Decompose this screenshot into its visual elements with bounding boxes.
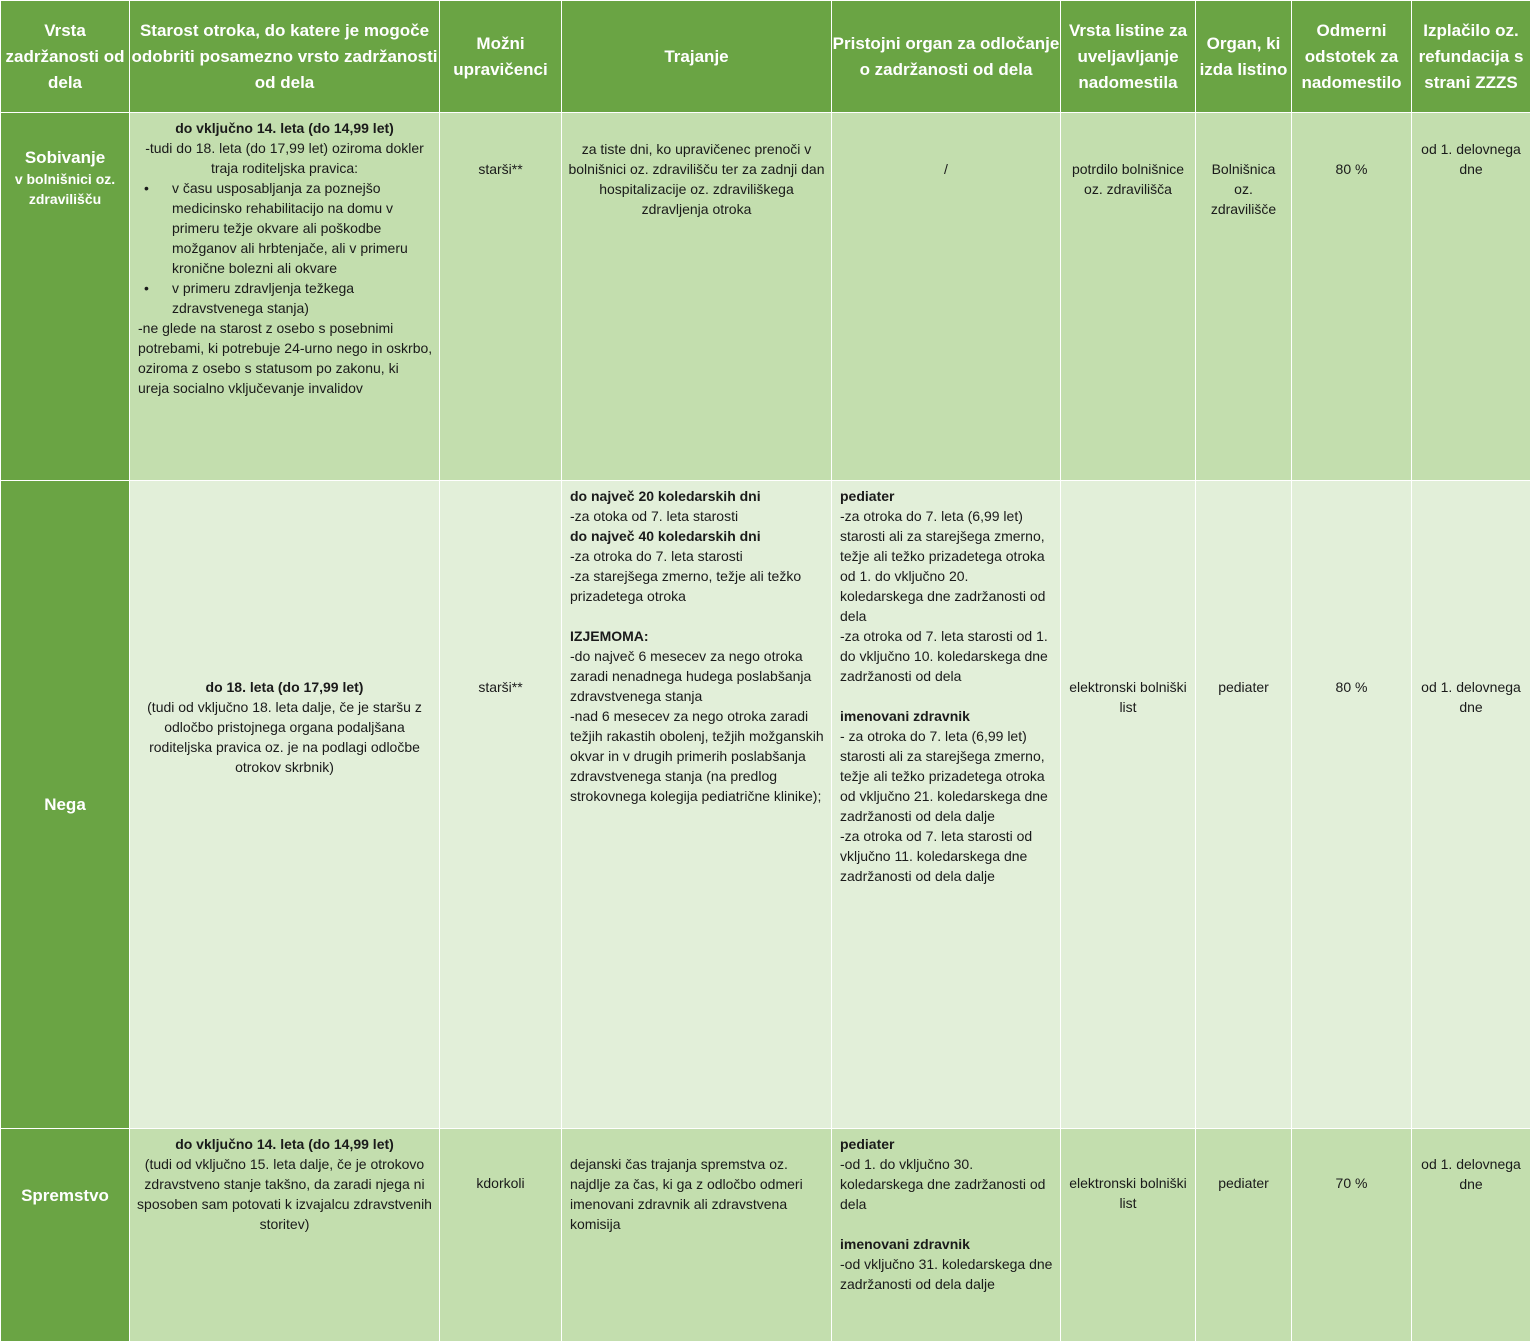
beneficiaries-cell-spremstvo: kdorkoli	[440, 1129, 562, 1342]
list-item: • v času usposabljanja za poznejšo medicinsko rehabilitacijo na domu v primeru težje okvare ali poškodbe možganov ali hrbtenjače, ali v primeru kronične bolezni ali okvare	[172, 178, 433, 278]
header-row	[1, 1, 1530, 113]
header-issuer: Organ, ki izda listino	[1196, 1, 1292, 113]
issuer-cell-sobivanje: Bolnišnica oz. zdravilišče	[1196, 113, 1292, 481]
authority-cell-sobivanje: /	[832, 113, 1061, 481]
age-cell-nega: do 18. leta (do 17,99 let) (tudi od vključno 18. leta dalje, če je staršu z odločbo pristojnega organa podaljšana roditeljska pravica oz. je na podlagi odločbe otrokov skrbnik)	[130, 481, 440, 1129]
header-beneficiaries: Možni upravičenci	[440, 1, 562, 113]
age-cell-sobivanje: do vključno 14. leta (do 14,99 let) -tudi do 18. leta (do 17,99 let) oziroma dokler traja roditeljska pravica: • v času usposabljanja za poznejšo medicinsko rehabilitacijo na domu v primeru težje okvare ali poškodbe možganov ali hrbtenjače, ali v primeru kronične bolezni ali okvare • v primeru zdravljenja težkega zdravstvenega stanja) -ne glede na starost z osebo s posebnimi potrebami, ki potrebuje 24-urno nego in oskrbo, oziroma z osebo s statusom po zakonu, ki ureja socialno vključevanje invalidov	[130, 113, 440, 481]
row-label-nega: Nega	[1, 481, 130, 1129]
header-age: Starost otroka, do katere je mogoče odobriti posamezno vrsto zadržanosti od dela	[130, 1, 440, 113]
header-percent: Odmerni odstotek za nadomestilo	[1292, 1, 1412, 113]
document-cell-nega: elektronski bolniški list	[1061, 481, 1196, 1129]
row-label-spremstvo: Spremstvo	[1, 1129, 130, 1342]
table-row-nega	[1, 481, 1530, 1129]
header-payment: Izplačilo oz. refundacija s strani ZZZS	[1412, 1, 1530, 113]
issuer-cell-nega: pediater	[1196, 481, 1292, 1129]
header-authority: Pristojni organ za odločanje o zadržanosti od dela	[832, 1, 1061, 113]
header-type: Vrsta zadržanosti od dela	[1, 1, 130, 113]
beneficiaries-cell-sobivanje: starši**	[440, 113, 562, 481]
duration-cell-spremstvo: dejanski čas trajanja spremstva oz. najdlje za čas, ki ga z odločbo odmeri imenovani zdravnik ali zdravstvena komisija	[562, 1129, 832, 1342]
header-document: Vrsta listine za uveljavljanje nadomestila	[1061, 1, 1196, 113]
issuer-cell-spremstvo: pediater	[1196, 1129, 1292, 1342]
bullet-icon: •	[144, 278, 149, 298]
document-cell-sobivanje: potrdilo bolnišnice oz. zdravilišča	[1061, 113, 1196, 481]
row-sublabel-sobivanje: v bolnišnici oz. zdravilišču	[1, 169, 129, 209]
beneficiaries-cell-nega: starši**	[440, 481, 562, 1129]
table-row-sobivanje	[1, 113, 1530, 481]
payment-cell-sobivanje: od 1. delovnega dne	[1412, 113, 1530, 481]
bullet-icon: •	[144, 178, 149, 198]
percent-cell-sobivanje: 80 %	[1292, 113, 1412, 481]
age-cell-spremstvo: do vključno 14. leta (do 14,99 let) (tudi od vključno 15. leta dalje, če je otrokovo zdravstveno stanje takšno, da zaradi njega ni sposoben sam potovati k izvajalcu zdravstvenih storitev)	[130, 1129, 440, 1342]
age-bullet-list	[136, 178, 433, 318]
percent-cell-spremstvo: 70 %	[1292, 1129, 1412, 1342]
document-cell-spremstvo: elektronski bolniški list	[1061, 1129, 1196, 1342]
duration-cell-nega: do največ 20 koledarskih dni -za otoka od 7. leta starosti do največ 40 koledarskih dni -za otroka do 7. leta starosti -za starejšega zmerno, težje ali težko prizadetega otroka IZJEMOMA: -do največ 6 mesecev za nego otroka zaradi nenadnega hudega poslabšanja zdravstvenega stanja -nad 6 mesecev za nego otroka zaradi težjih rakastih obolenj, težjih možganskih okvar in v drugih primerih poslabšanja zdravstvenega stanja (na predlog strokovnega kolegija pediatrične klinike);	[562, 481, 832, 1129]
authority-cell-nega: pediater -za otroka do 7. leta (6,99 let) starosti ali za starejšega zmerno, težje ali težko prizadetega otroka od 1. do vključno 20. koledarskega dne zadržanosti od dela -za otroka od 7. leta starosti od 1. do vključno 10. koledarskega dne zadržanosti od dela imenovani zdravnik - za otroka do 7. leta (6,99 let) starosti ali za starejšega zmerno, težje ali težko prizadetega otroka od vključno 21. koledarskega dne zadržanosti od dela dalje -za otroka od 7. leta starosti od vključno 11. koledarskega dne zadržanosti od dela dalje	[832, 481, 1061, 1129]
row-label-sobivanje: Sobivanje v bolnišnici oz. zdravilišču	[1, 113, 130, 481]
percent-cell-nega: 80 %	[1292, 481, 1412, 1129]
payment-cell-spremstvo: od 1. delovnega dne	[1412, 1129, 1530, 1342]
duration-cell-sobivanje: za tiste dni, ko upravičenec prenoči v bolnišnici oz. zdravilišču ter za zadnji dan hospitalizacije oz. zdraviliškega zdravljenja otroka	[562, 113, 832, 481]
authority-cell-spremstvo: pediater -od 1. do vključno 30. koledarskega dne zadržanosti od dela imenovani zdravnik -od vključno 31. koledarskega dne zadržanosti od dela dalje	[832, 1129, 1061, 1342]
list-item: • v primeru zdravljenja težkega zdravstvenega stanja)	[172, 278, 433, 318]
table-row-spremstvo	[1, 1129, 1530, 1342]
payment-cell-nega: od 1. delovnega dne	[1412, 481, 1530, 1129]
header-duration: Trajanje	[562, 1, 832, 113]
